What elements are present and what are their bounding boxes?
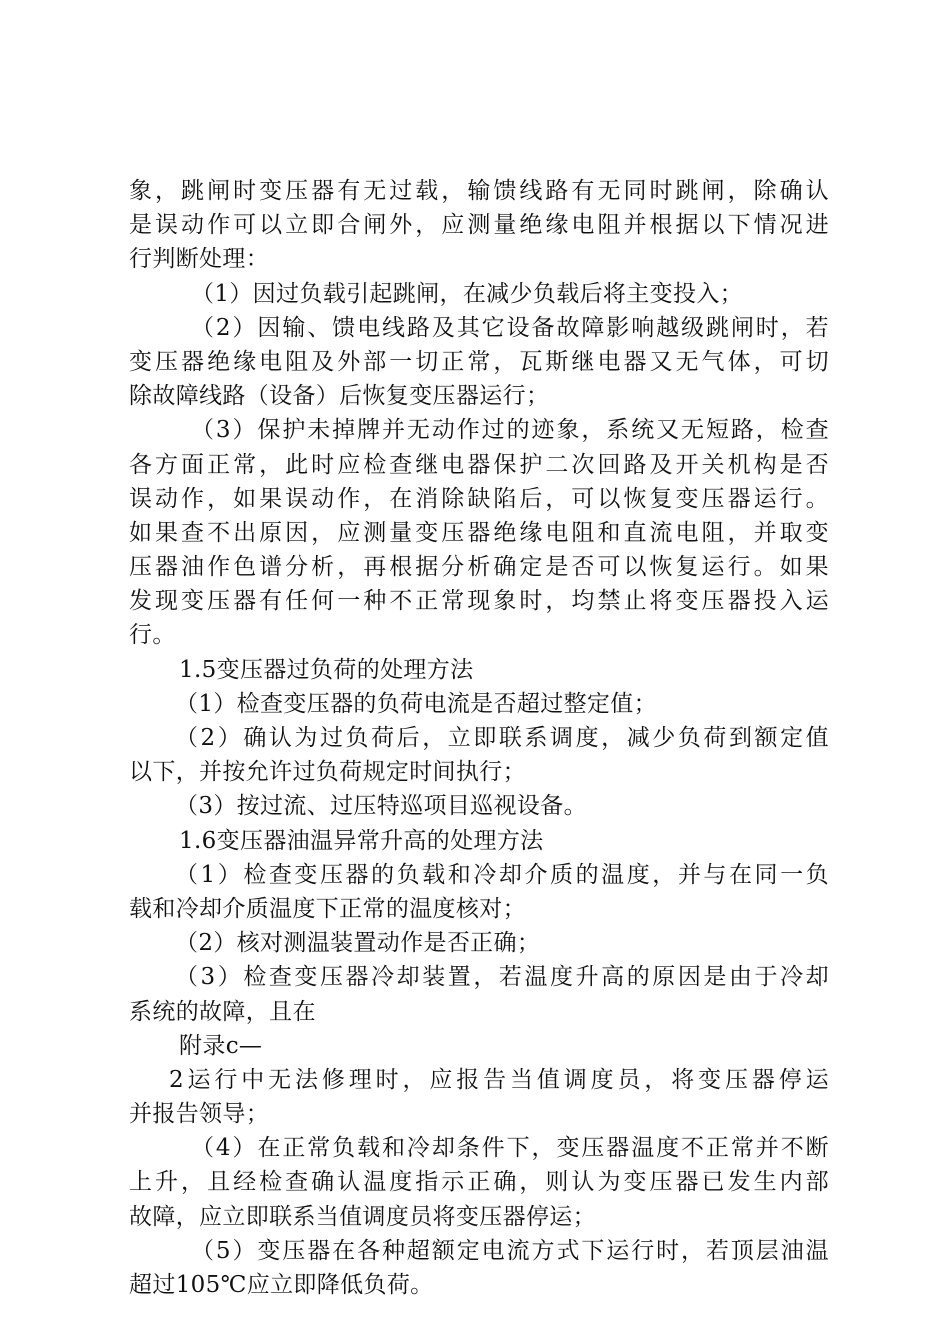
- list-item-line: （1）检查变压器的负载和冷却介质的温度，并与在同一负: [175, 861, 829, 888]
- text-line: 除故障线路（设备）后恢复变压器运行；: [129, 383, 550, 410]
- text-line: 2运行中无法修理时，应报告当值调度员，将变压器停运: [169, 1066, 829, 1093]
- list-item-line: （2）核对测温装置动作是否正确；: [175, 930, 541, 957]
- text-line: 上升，且经检查确认温度指示正确，则认为变压器已发生内部: [129, 1169, 829, 1196]
- list-item-line: （1）因过负载引起跳闸，在减少负载后将主变投入；: [191, 280, 744, 307]
- text-line: 变压器绝缘电阻及外部一切正常，瓦斯继电器又无气体，可切: [129, 348, 829, 375]
- list-item-line: （4）在正常负载和冷却条件下，变压器温度不正常并不断: [191, 1135, 829, 1162]
- list-item-line: （3）保护未掉牌并无动作过的迹象，系统又无短路，检查: [191, 417, 829, 444]
- text-line: 载和冷却介质温度下正常的温度核对；: [129, 895, 526, 922]
- list-item-line: （3）检查变压器冷却装置，若温度升高的原因是由于冷却: [175, 964, 829, 991]
- text-line: 超过105℃应立即降低负荷。: [129, 1272, 434, 1298]
- text-line: 并报告领导；: [129, 1101, 270, 1128]
- text-line: 是误动作可以立即合闸外，应测量绝缘电阻并根据以下情况进: [129, 212, 829, 239]
- text-line: 行。: [129, 622, 176, 649]
- list-item-line: （2）确认为过负荷后，立即联系调度，减少负荷到额定值: [175, 725, 829, 751]
- appendix-label: 附录c—: [179, 1032, 263, 1059]
- body-text: [129, 174, 829, 1302]
- list-item-line: （1）检查变压器的负荷电流是否超过整定值；: [175, 690, 657, 717]
- text-line: 故障，应立即联系当值调度员将变压器停运；: [129, 1203, 596, 1230]
- list-item-line: （2）因输、馈电线路及其它设备故障影响越级跳闸时，若: [191, 314, 829, 341]
- list-item-line: （5）变压器在各种超额定电流方式下运行时，若顶层油温: [191, 1237, 829, 1264]
- text-line: 象，跳闸时变压器有无过载，输馈线路有无同时跳闸，除确认: [129, 178, 829, 204]
- section-heading: 1.5变压器过负荷的处理方法: [179, 656, 474, 683]
- text-line: 系统的故障，且在: [129, 998, 316, 1025]
- text-line: 行判断处理：: [129, 246, 270, 273]
- text-line: 压器油作色谱分析，再根据分析确定是否可以恢复运行。如果: [129, 554, 829, 581]
- text-line: 误动作，如果误动作，在消除缺陷后，可以恢复变压器运行。: [129, 485, 829, 512]
- text-line: 各方面正常，此时应检查继电器保护二次回路及开关机构是否: [129, 451, 829, 478]
- section-heading: 1.6变压器油温异常升高的处理方法: [179, 827, 544, 854]
- text-line: 以下，并按允许过负荷规定时间执行；: [129, 759, 526, 786]
- text-line: 如果查不出原因，应测量变压器绝缘电阻和直流电阻，并取变: [129, 519, 829, 546]
- list-item-line: （3）按过流、过压特巡项目巡视设备。: [175, 793, 587, 820]
- text-line: 发现变压器有任何一种不正常现象时，均禁止将变压器投入运: [129, 588, 829, 615]
